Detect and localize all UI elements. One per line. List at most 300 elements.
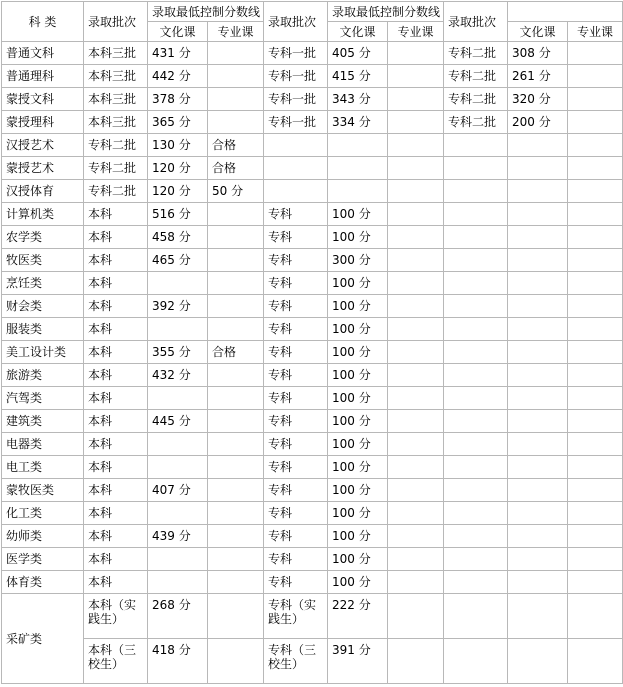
cell-batch-1: 专科二批 bbox=[84, 180, 148, 203]
cell-culture-2: 100 分 bbox=[328, 295, 388, 318]
cell-batch-2: 专科 bbox=[264, 226, 328, 249]
header-min-score-3 bbox=[508, 2, 623, 22]
cell-culture-1 bbox=[148, 318, 208, 341]
cell-batch-2: 专科 bbox=[264, 548, 328, 571]
cell-batch-3 bbox=[444, 295, 508, 318]
cell-batch-3 bbox=[444, 639, 508, 684]
cell-batch-3 bbox=[444, 548, 508, 571]
table-row bbox=[2, 226, 623, 249]
cell-batch-2: 专科（实践生） bbox=[264, 594, 328, 639]
cell-culture-2: 100 分 bbox=[328, 387, 388, 410]
cell-batch-2: 专科（三校生） bbox=[264, 639, 328, 684]
cell-specialty-1 bbox=[208, 272, 264, 295]
cell-culture-3 bbox=[508, 341, 568, 364]
cell-specialty-3 bbox=[568, 180, 623, 203]
cell-batch-3 bbox=[444, 364, 508, 387]
cell-batch-1: 本科 bbox=[84, 249, 148, 272]
cell-culture-3 bbox=[508, 249, 568, 272]
table-row bbox=[2, 88, 623, 111]
cell-specialty-3 bbox=[568, 387, 623, 410]
cell-specialty-3 bbox=[568, 548, 623, 571]
cell-culture-1: 442 分 bbox=[148, 65, 208, 88]
cell-subject: 幼师类 bbox=[2, 525, 84, 548]
cell-culture-2: 100 分 bbox=[328, 318, 388, 341]
cell-batch-1: 本科三批 bbox=[84, 111, 148, 134]
table-row bbox=[2, 479, 623, 502]
cell-culture-2: 100 分 bbox=[328, 410, 388, 433]
cell-specialty-1 bbox=[208, 42, 264, 65]
header-specialty-3: 专业课 bbox=[568, 22, 623, 42]
cell-specialty-3 bbox=[568, 479, 623, 502]
cell-culture-2 bbox=[328, 134, 388, 157]
cell-specialty-3 bbox=[568, 134, 623, 157]
cell-batch-3 bbox=[444, 249, 508, 272]
cell-batch-1: 本科 bbox=[84, 456, 148, 479]
cell-specialty-2 bbox=[388, 594, 444, 639]
cell-subject: 蒙授艺术 bbox=[2, 157, 84, 180]
cell-specialty-3 bbox=[568, 502, 623, 525]
cell-batch-2 bbox=[264, 157, 328, 180]
cell-batch-1: 专科二批 bbox=[84, 157, 148, 180]
cell-specialty-1 bbox=[208, 226, 264, 249]
cell-culture-1: 431 分 bbox=[148, 42, 208, 65]
header-min-score-1: 录取最低控制分数线 bbox=[148, 2, 264, 22]
cell-specialty-3 bbox=[568, 295, 623, 318]
cell-specialty-1 bbox=[208, 364, 264, 387]
cell-batch-3 bbox=[444, 203, 508, 226]
table-row bbox=[2, 318, 623, 341]
cell-batch-1: 本科 bbox=[84, 295, 148, 318]
cell-batch-1: 本科 bbox=[84, 387, 148, 410]
cell-culture-1: 458 分 bbox=[148, 226, 208, 249]
cell-subject: 美工设计类 bbox=[2, 341, 84, 364]
cell-specialty-1 bbox=[208, 111, 264, 134]
cell-culture-3 bbox=[508, 410, 568, 433]
cell-culture-2: 100 分 bbox=[328, 548, 388, 571]
cell-culture-1: 120 分 bbox=[148, 157, 208, 180]
cell-specialty-1 bbox=[208, 410, 264, 433]
cell-batch-1: 本科三批 bbox=[84, 65, 148, 88]
cell-culture-2: 343 分 bbox=[328, 88, 388, 111]
cell-specialty-3 bbox=[568, 341, 623, 364]
cell-batch-2: 专科 bbox=[264, 502, 328, 525]
cell-specialty-2 bbox=[388, 364, 444, 387]
cell-specialty-1 bbox=[208, 65, 264, 88]
cell-batch-2: 专科一批 bbox=[264, 88, 328, 111]
cell-specialty-3 bbox=[568, 42, 623, 65]
table-row bbox=[2, 387, 623, 410]
cell-subject: 计算机类 bbox=[2, 203, 84, 226]
cell-subject: 普通文科 bbox=[2, 42, 84, 65]
cell-culture-3 bbox=[508, 456, 568, 479]
cell-specialty-3 bbox=[568, 65, 623, 88]
cell-subject: 财会类 bbox=[2, 295, 84, 318]
header-culture-2: 文化课 bbox=[328, 22, 388, 42]
cell-culture-1 bbox=[148, 502, 208, 525]
cell-batch-3 bbox=[444, 226, 508, 249]
cell-culture-2: 100 分 bbox=[328, 203, 388, 226]
cell-specialty-1 bbox=[208, 571, 264, 594]
header-min-score-2: 录取最低控制分数线 bbox=[328, 2, 444, 22]
cell-specialty-1 bbox=[208, 502, 264, 525]
cell-subject: 服装类 bbox=[2, 318, 84, 341]
cell-subject: 蒙牧医类 bbox=[2, 479, 84, 502]
cell-specialty-3 bbox=[568, 88, 623, 111]
cell-culture-2: 222 分 bbox=[328, 594, 388, 639]
cell-specialty-3 bbox=[568, 203, 623, 226]
cell-culture-3 bbox=[508, 295, 568, 318]
cell-batch-2: 专科 bbox=[264, 341, 328, 364]
table-row bbox=[2, 456, 623, 479]
cell-batch-2: 专科 bbox=[264, 249, 328, 272]
cell-subject: 汉授体育 bbox=[2, 180, 84, 203]
cell-culture-2: 334 分 bbox=[328, 111, 388, 134]
cell-culture-1: 392 分 bbox=[148, 295, 208, 318]
cell-culture-2: 100 分 bbox=[328, 571, 388, 594]
cell-batch-1: 本科 bbox=[84, 571, 148, 594]
cell-subject: 牧医类 bbox=[2, 249, 84, 272]
cell-batch-3 bbox=[444, 134, 508, 157]
cell-batch-1: 本科 bbox=[84, 272, 148, 295]
cell-subject: 化工类 bbox=[2, 502, 84, 525]
cell-culture-2: 100 分 bbox=[328, 226, 388, 249]
cell-batch-3 bbox=[444, 479, 508, 502]
table-row bbox=[2, 410, 623, 433]
cell-specialty-1 bbox=[208, 456, 264, 479]
cell-batch-3: 专科二批 bbox=[444, 42, 508, 65]
cell-culture-3 bbox=[508, 433, 568, 456]
cell-batch-1: 专科二批 bbox=[84, 134, 148, 157]
admission-score-table bbox=[1, 1, 623, 684]
table-row bbox=[2, 295, 623, 318]
cell-specialty-2 bbox=[388, 42, 444, 65]
cell-batch-1: 本科 bbox=[84, 364, 148, 387]
cell-batch-3 bbox=[444, 387, 508, 410]
cell-specialty-2 bbox=[388, 249, 444, 272]
cell-batch-1: 本科三批 bbox=[84, 88, 148, 111]
cell-subject: 电工类 bbox=[2, 456, 84, 479]
cell-specialty-2 bbox=[388, 456, 444, 479]
cell-subject: 蒙授理科 bbox=[2, 111, 84, 134]
cell-culture-1 bbox=[148, 456, 208, 479]
cell-specialty-3 bbox=[568, 249, 623, 272]
cell-subject: 烹饪类 bbox=[2, 272, 84, 295]
cell-specialty-2 bbox=[388, 157, 444, 180]
cell-specialty-1 bbox=[208, 203, 264, 226]
table-row bbox=[2, 42, 623, 65]
table-row bbox=[2, 134, 623, 157]
cell-specialty-2 bbox=[388, 571, 444, 594]
header-specialty-1: 专业课 bbox=[208, 22, 264, 42]
cell-culture-2 bbox=[328, 157, 388, 180]
cell-specialty-2 bbox=[388, 226, 444, 249]
cell-culture-3 bbox=[508, 180, 568, 203]
cell-specialty-3 bbox=[568, 571, 623, 594]
cell-culture-2: 100 分 bbox=[328, 502, 388, 525]
cell-batch-3: 专科二批 bbox=[444, 65, 508, 88]
table-row bbox=[2, 594, 623, 639]
cell-specialty-3 bbox=[568, 594, 623, 639]
cell-culture-2: 100 分 bbox=[328, 479, 388, 502]
header-batch-2: 录取批次 bbox=[264, 2, 328, 42]
cell-culture-1: 378 分 bbox=[148, 88, 208, 111]
cell-subject: 旅游类 bbox=[2, 364, 84, 387]
cell-culture-3 bbox=[508, 318, 568, 341]
table-row bbox=[2, 364, 623, 387]
cell-culture-2: 415 分 bbox=[328, 65, 388, 88]
cell-culture-3: 320 分 bbox=[508, 88, 568, 111]
cell-specialty-2 bbox=[388, 134, 444, 157]
cell-subject: 蒙授文科 bbox=[2, 88, 84, 111]
cell-specialty-2 bbox=[388, 65, 444, 88]
cell-batch-1: 本科 bbox=[84, 548, 148, 571]
cell-subject: 医学类 bbox=[2, 548, 84, 571]
cell-culture-1: 516 分 bbox=[148, 203, 208, 226]
cell-batch-2: 专科 bbox=[264, 479, 328, 502]
cell-batch-3 bbox=[444, 272, 508, 295]
cell-batch-2: 专科 bbox=[264, 387, 328, 410]
cell-specialty-3 bbox=[568, 226, 623, 249]
cell-specialty-2 bbox=[388, 203, 444, 226]
cell-culture-3 bbox=[508, 226, 568, 249]
cell-batch-3 bbox=[444, 433, 508, 456]
cell-specialty-2 bbox=[388, 180, 444, 203]
cell-culture-1 bbox=[148, 272, 208, 295]
cell-specialty-3 bbox=[568, 410, 623, 433]
cell-culture-2: 100 分 bbox=[328, 433, 388, 456]
header-specialty-2: 专业课 bbox=[388, 22, 444, 42]
table-row bbox=[2, 502, 623, 525]
cell-specialty-2 bbox=[388, 433, 444, 456]
cell-subject: 农学类 bbox=[2, 226, 84, 249]
cell-specialty-1 bbox=[208, 318, 264, 341]
cell-batch-2: 专科 bbox=[264, 410, 328, 433]
cell-batch-1: 本科 bbox=[84, 479, 148, 502]
header-culture-1: 文化课 bbox=[148, 22, 208, 42]
header-subject: 科 类 bbox=[2, 2, 84, 42]
cell-subject: 汽驾类 bbox=[2, 387, 84, 410]
cell-specialty-3 bbox=[568, 433, 623, 456]
cell-culture-3 bbox=[508, 548, 568, 571]
header-culture-3: 文化课 bbox=[508, 22, 568, 42]
table-row bbox=[2, 548, 623, 571]
cell-batch-1: 本科 bbox=[84, 525, 148, 548]
table-row bbox=[2, 272, 623, 295]
table-row bbox=[2, 249, 623, 272]
cell-batch-1: 本科（三校生） bbox=[84, 639, 148, 684]
cell-culture-3 bbox=[508, 502, 568, 525]
cell-specialty-2 bbox=[388, 548, 444, 571]
cell-specialty-2 bbox=[388, 410, 444, 433]
cell-culture-1 bbox=[148, 387, 208, 410]
cell-specialty-3 bbox=[568, 272, 623, 295]
cell-culture-1: 445 分 bbox=[148, 410, 208, 433]
cell-culture-3 bbox=[508, 387, 568, 410]
cell-culture-2: 100 分 bbox=[328, 272, 388, 295]
cell-specialty-1: 50 分 bbox=[208, 180, 264, 203]
cell-batch-1: 本科 bbox=[84, 203, 148, 226]
cell-culture-3: 308 分 bbox=[508, 42, 568, 65]
cell-specialty-1 bbox=[208, 433, 264, 456]
cell-batch-3 bbox=[444, 180, 508, 203]
cell-culture-1: 130 分 bbox=[148, 134, 208, 157]
cell-culture-3 bbox=[508, 134, 568, 157]
cell-specialty-2 bbox=[388, 502, 444, 525]
table-row bbox=[2, 571, 623, 594]
cell-specialty-3 bbox=[568, 525, 623, 548]
cell-specialty-2 bbox=[388, 88, 444, 111]
cell-batch-3: 专科二批 bbox=[444, 88, 508, 111]
cell-subject: 采矿类 bbox=[2, 594, 84, 684]
cell-batch-2: 专科 bbox=[264, 272, 328, 295]
table-row bbox=[2, 341, 623, 364]
cell-specialty-1 bbox=[208, 479, 264, 502]
cell-culture-2: 100 分 bbox=[328, 364, 388, 387]
cell-batch-2: 专科一批 bbox=[264, 42, 328, 65]
table-row bbox=[2, 203, 623, 226]
cell-culture-2: 100 分 bbox=[328, 456, 388, 479]
table-row bbox=[2, 111, 623, 134]
cell-batch-3 bbox=[444, 502, 508, 525]
cell-batch-3: 专科二批 bbox=[444, 111, 508, 134]
cell-batch-2: 专科 bbox=[264, 364, 328, 387]
cell-culture-3 bbox=[508, 203, 568, 226]
cell-culture-2 bbox=[328, 180, 388, 203]
cell-batch-1: 本科 bbox=[84, 341, 148, 364]
cell-batch-2: 专科 bbox=[264, 318, 328, 341]
cell-specialty-3 bbox=[568, 639, 623, 684]
header-row-1 bbox=[2, 2, 623, 22]
cell-batch-3 bbox=[444, 456, 508, 479]
cell-specialty-2 bbox=[388, 318, 444, 341]
cell-culture-2: 300 分 bbox=[328, 249, 388, 272]
cell-culture-1: 120 分 bbox=[148, 180, 208, 203]
cell-specialty-1: 合格 bbox=[208, 341, 264, 364]
cell-culture-3 bbox=[508, 364, 568, 387]
cell-specialty-2 bbox=[388, 479, 444, 502]
cell-culture-1: 465 分 bbox=[148, 249, 208, 272]
table-row bbox=[2, 157, 623, 180]
cell-specialty-2 bbox=[388, 295, 444, 318]
cell-specialty-1 bbox=[208, 639, 264, 684]
cell-specialty-3 bbox=[568, 456, 623, 479]
cell-culture-3: 261 分 bbox=[508, 65, 568, 88]
cell-batch-2: 专科 bbox=[264, 295, 328, 318]
cell-culture-1 bbox=[148, 548, 208, 571]
cell-specialty-2 bbox=[388, 639, 444, 684]
cell-specialty-3 bbox=[568, 364, 623, 387]
cell-batch-3 bbox=[444, 594, 508, 639]
cell-specialty-1 bbox=[208, 548, 264, 571]
cell-batch-1: 本科 bbox=[84, 410, 148, 433]
cell-batch-2 bbox=[264, 180, 328, 203]
cell-specialty-1 bbox=[208, 525, 264, 548]
cell-specialty-2 bbox=[388, 272, 444, 295]
cell-batch-2: 专科一批 bbox=[264, 65, 328, 88]
cell-culture-1: 268 分 bbox=[148, 594, 208, 639]
cell-batch-1: 本科 bbox=[84, 226, 148, 249]
cell-batch-2: 专科 bbox=[264, 525, 328, 548]
cell-specialty-1: 合格 bbox=[208, 134, 264, 157]
cell-culture-3 bbox=[508, 594, 568, 639]
cell-batch-1: 本科 bbox=[84, 433, 148, 456]
cell-specialty-3 bbox=[568, 157, 623, 180]
cell-specialty-3 bbox=[568, 111, 623, 134]
table-row bbox=[2, 433, 623, 456]
cell-culture-1: 439 分 bbox=[148, 525, 208, 548]
cell-batch-2: 专科 bbox=[264, 203, 328, 226]
cell-specialty-1 bbox=[208, 88, 264, 111]
cell-batch-2 bbox=[264, 134, 328, 157]
cell-batch-3 bbox=[444, 571, 508, 594]
cell-subject: 普通理科 bbox=[2, 65, 84, 88]
cell-specialty-1 bbox=[208, 387, 264, 410]
cell-culture-3 bbox=[508, 272, 568, 295]
cell-batch-3 bbox=[444, 157, 508, 180]
cell-batch-2: 专科 bbox=[264, 433, 328, 456]
cell-batch-3 bbox=[444, 318, 508, 341]
table-row bbox=[2, 180, 623, 203]
cell-batch-2: 专科一批 bbox=[264, 111, 328, 134]
cell-batch-3 bbox=[444, 410, 508, 433]
cell-specialty-1 bbox=[208, 295, 264, 318]
cell-culture-3 bbox=[508, 639, 568, 684]
cell-specialty-2 bbox=[388, 387, 444, 410]
cell-culture-1: 355 分 bbox=[148, 341, 208, 364]
header-batch-1: 录取批次 bbox=[84, 2, 148, 42]
cell-culture-2: 100 分 bbox=[328, 341, 388, 364]
cell-batch-3 bbox=[444, 341, 508, 364]
cell-batch-1: 本科（实践生） bbox=[84, 594, 148, 639]
cell-culture-3 bbox=[508, 157, 568, 180]
cell-batch-1: 本科 bbox=[84, 502, 148, 525]
cell-culture-1: 365 分 bbox=[148, 111, 208, 134]
cell-subject: 体育类 bbox=[2, 571, 84, 594]
cell-culture-1 bbox=[148, 433, 208, 456]
cell-specialty-1: 合格 bbox=[208, 157, 264, 180]
cell-specialty-1 bbox=[208, 594, 264, 639]
cell-specialty-2 bbox=[388, 111, 444, 134]
cell-subject: 汉授艺术 bbox=[2, 134, 84, 157]
cell-specialty-1 bbox=[208, 249, 264, 272]
cell-culture-3 bbox=[508, 571, 568, 594]
cell-subject: 电器类 bbox=[2, 433, 84, 456]
cell-batch-2: 专科 bbox=[264, 456, 328, 479]
cell-specialty-3 bbox=[568, 318, 623, 341]
cell-culture-1 bbox=[148, 571, 208, 594]
cell-culture-1: 432 分 bbox=[148, 364, 208, 387]
table-row bbox=[2, 65, 623, 88]
table-row bbox=[2, 639, 623, 684]
cell-culture-1: 418 分 bbox=[148, 639, 208, 684]
cell-culture-2: 405 分 bbox=[328, 42, 388, 65]
header-batch-3: 录取批次 bbox=[444, 2, 508, 42]
cell-batch-1: 本科 bbox=[84, 318, 148, 341]
cell-culture-3 bbox=[508, 525, 568, 548]
cell-subject: 建筑类 bbox=[2, 410, 84, 433]
cell-specialty-2 bbox=[388, 341, 444, 364]
cell-batch-2: 专科 bbox=[264, 571, 328, 594]
cell-culture-2: 100 分 bbox=[328, 525, 388, 548]
cell-culture-3: 200 分 bbox=[508, 111, 568, 134]
cell-culture-1: 407 分 bbox=[148, 479, 208, 502]
cell-batch-3 bbox=[444, 525, 508, 548]
table-row bbox=[2, 525, 623, 548]
cell-batch-1: 本科三批 bbox=[84, 42, 148, 65]
cell-culture-3 bbox=[508, 479, 568, 502]
cell-specialty-2 bbox=[388, 525, 444, 548]
cell-culture-2: 391 分 bbox=[328, 639, 388, 684]
